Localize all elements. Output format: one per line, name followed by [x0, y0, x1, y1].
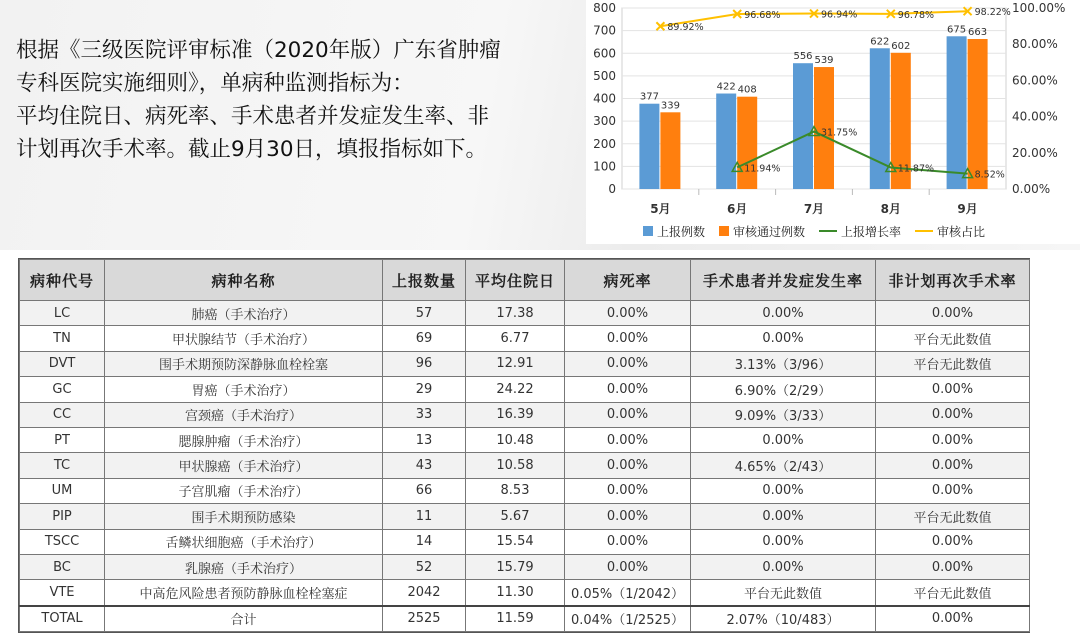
cell-code: GC — [20, 377, 105, 402]
cell-report-count: 66 — [383, 478, 466, 503]
cell-avg-stay: 11.59 — [466, 606, 565, 632]
point-value-label: 96.78% — [897, 9, 935, 21]
left-tick-label: 100 — [593, 159, 616, 174]
intro-text — [16, 34, 576, 166]
bar — [639, 104, 659, 189]
intro-line: 根据《三级医院评审标准（2020年版）广东省肿瘤 — [16, 38, 501, 63]
table-row — [20, 529, 1030, 554]
cell-code: TSCC — [20, 529, 105, 554]
table-row — [20, 402, 1030, 427]
cell-report-count: 14 — [383, 529, 466, 554]
cell-avg-stay: 8.53 — [466, 478, 565, 503]
point-value-label: 8.52% — [974, 169, 1005, 181]
cell-mortality: 0.00% — [565, 504, 691, 529]
cell-disease-name: 胃癌（手术治疗） — [105, 377, 383, 402]
point-value-label: 11.87% — [897, 163, 935, 175]
legend-label: 上报例数 — [657, 224, 706, 239]
bar-value-label: 539 — [814, 55, 834, 67]
cell-mortality: 0.00% — [565, 326, 691, 351]
left-tick-label: 700 — [593, 23, 616, 38]
cell-report-count: 2525 — [383, 606, 466, 632]
cell-report-count: 2042 — [383, 580, 466, 606]
table-row — [20, 301, 1030, 326]
cell-mortality: 0.00% — [565, 554, 691, 579]
point-value-label: 96.94% — [821, 9, 858, 21]
table-row — [20, 427, 1030, 452]
cell-complication-rate: 0.00% — [691, 529, 876, 554]
category-label: 5月 — [650, 202, 671, 216]
cell-avg-stay: 15.54 — [466, 529, 565, 554]
cell-code: BC — [20, 554, 105, 579]
cell-complication-rate: 9.09%（3/33） — [691, 402, 876, 427]
bar-value-label: 622 — [870, 36, 890, 48]
legend-swatch — [643, 226, 653, 236]
left-tick-label: 600 — [593, 46, 616, 61]
category-label: 7月 — [803, 202, 825, 216]
cell-disease-name: 乳腺癌（手术治疗） — [105, 554, 383, 579]
cell-disease-name: 甲状腺癌（手术治疗） — [105, 453, 383, 478]
bar — [947, 36, 967, 189]
cell-code: TOTAL — [20, 606, 105, 632]
cell-disease-name: 舌鳞状细胞癌（手术治疗） — [105, 529, 383, 554]
table-row — [20, 326, 1030, 351]
cell-complication-rate: 0.00% — [691, 301, 876, 326]
cell-code: VTE — [20, 580, 105, 606]
right-tick-label: 100.00% — [1012, 1, 1066, 15]
point-value-label: 31.75% — [821, 127, 858, 139]
cell-report-count: 52 — [383, 554, 466, 579]
cell-report-count: 13 — [383, 427, 466, 452]
table-row — [20, 478, 1030, 503]
cell-reoperation-rate: 平台无此数值 — [876, 580, 1030, 606]
cell-reoperation-rate: 0.00% — [876, 554, 1030, 579]
cell-avg-stay: 11.30 — [466, 580, 565, 606]
bar — [737, 97, 757, 189]
cell-disease-name: 围手术期预防深静脉血栓栓塞 — [105, 351, 383, 376]
cell-avg-stay: 10.48 — [466, 427, 565, 452]
left-tick-label: 200 — [593, 136, 616, 151]
cell-complication-rate: 0.00% — [691, 478, 876, 503]
cell-mortality: 0.00% — [565, 453, 691, 478]
legend-label: 审核占比 — [937, 224, 986, 239]
cell-report-count: 29 — [383, 377, 466, 402]
cell-mortality: 0.00% — [565, 402, 691, 427]
cell-code: CC — [20, 402, 105, 427]
point-value-label: 11.94% — [744, 163, 781, 175]
cell-report-count: 69 — [383, 326, 466, 351]
category-label: 9月 — [957, 202, 978, 216]
header-mortality: 病死率 — [565, 260, 691, 301]
table-row — [20, 504, 1030, 529]
point-value-label: 98.22% — [974, 7, 1011, 19]
indicator-table — [19, 259, 1030, 632]
intro-line: 专科医院实施细则》，单病种监测指标为： — [16, 71, 414, 96]
cell-mortality: 0.00% — [565, 301, 691, 326]
left-tick-label: 800 — [593, 1, 616, 15]
cell-complication-rate: 0.00% — [691, 326, 876, 351]
cell-mortality: 0.00% — [565, 427, 691, 452]
cell-mortality: 0.04%（1/2525） — [565, 606, 691, 632]
legend-item — [643, 223, 705, 240]
legend-label: 上报增长率 — [841, 224, 902, 239]
cell-mortality: 0.05%（1/2042） — [565, 580, 691, 606]
bar — [660, 112, 680, 189]
chart-legend — [643, 223, 1080, 239]
cell-disease-name: 合计 — [105, 606, 383, 632]
right-tick-label: 20.00% — [1012, 145, 1058, 160]
cell-mortality: 0.00% — [565, 377, 691, 402]
cell-disease-name: 甲状腺结节（手术治疗） — [105, 326, 383, 351]
cell-disease-name: 宫颈癌（手术治疗） — [105, 402, 383, 427]
right-tick-label: 0.00% — [1012, 182, 1051, 196]
cell-code: UM — [20, 478, 105, 503]
cell-reoperation-rate: 0.00% — [876, 453, 1030, 478]
cell-avg-stay: 15.79 — [466, 554, 565, 579]
cell-reoperation-rate: 平台无此数值 — [876, 351, 1030, 376]
bar-value-label: 339 — [660, 100, 680, 112]
cell-reoperation-rate: 平台无此数值 — [876, 326, 1030, 351]
cell-disease-name: 围手术期预防感染 — [105, 504, 383, 529]
cell-avg-stay: 10.58 — [466, 453, 565, 478]
legend-swatch — [719, 226, 729, 236]
cell-code: PIP — [20, 504, 105, 529]
cell-code: DVT — [20, 351, 105, 376]
bar — [870, 48, 890, 189]
cell-disease-name: 子宫肌瘤（手术治疗） — [105, 478, 383, 503]
point-value-label: 96.68% — [744, 10, 781, 22]
table-total-row — [20, 606, 1030, 632]
cell-reoperation-rate: 0.00% — [876, 606, 1030, 632]
header-report-count: 上报数量 — [383, 260, 466, 301]
cell-avg-stay: 24.22 — [466, 377, 565, 402]
header-complication-rate: 手术患者并发症发生率 — [691, 260, 876, 301]
left-tick-label: 0 — [608, 182, 616, 196]
cell-disease-name: 肺癌（手术治疗） — [105, 301, 383, 326]
right-tick-label: 80.00% — [1012, 37, 1058, 52]
header-disease-name: 病种名称 — [105, 260, 383, 301]
bar — [716, 94, 736, 189]
cell-reoperation-rate: 0.00% — [876, 478, 1030, 503]
bar — [968, 39, 988, 189]
cell-disease-name: 腮腺肿瘤（手术治疗） — [105, 427, 383, 452]
cell-avg-stay: 5.67 — [466, 504, 565, 529]
table-row — [20, 580, 1030, 606]
category-label: 6月 — [727, 202, 748, 216]
cell-complication-rate: 平台无此数值 — [691, 580, 876, 606]
cell-complication-rate: 0.00% — [691, 504, 876, 529]
bar-value-label: 602 — [891, 40, 911, 52]
cell-mortality: 0.00% — [565, 351, 691, 376]
monthly-report-chart — [586, 0, 1080, 244]
cell-code: TN — [20, 326, 105, 351]
cell-reoperation-rate: 0.00% — [876, 377, 1030, 402]
cell-complication-rate: 0.00% — [691, 427, 876, 452]
legend-line-swatch — [915, 230, 933, 242]
cell-disease-name: 中高危风险患者预防静脉血栓栓塞症 — [105, 580, 383, 606]
cell-complication-rate: 6.90%（2/29） — [691, 377, 876, 402]
cell-reoperation-rate: 0.00% — [876, 402, 1030, 427]
intro-line: 计划再次手术率。截止9月30日，填报指标如下。 — [16, 137, 488, 162]
header-code: 病种代号 — [20, 260, 105, 301]
cell-code: LC — [20, 301, 105, 326]
indicator-table-wrap — [18, 258, 1030, 633]
bar-value-label: 408 — [737, 84, 757, 96]
bar-value-label: 556 — [793, 51, 813, 63]
cell-avg-stay: 17.38 — [466, 301, 565, 326]
bar — [793, 63, 813, 189]
table-row — [20, 351, 1030, 376]
legend-item — [819, 223, 901, 240]
legend-line-swatch — [819, 230, 837, 242]
bar-value-label: 422 — [716, 81, 736, 93]
left-tick-label: 400 — [593, 91, 616, 106]
legend-item — [719, 223, 805, 240]
cell-report-count: 96 — [383, 351, 466, 376]
cell-reoperation-rate: 0.00% — [876, 529, 1030, 554]
cell-reoperation-rate: 0.00% — [876, 301, 1030, 326]
bar-value-label: 675 — [947, 24, 967, 36]
cell-report-count: 33 — [383, 402, 466, 427]
cell-complication-rate: 0.00% — [691, 554, 876, 579]
cell-report-count: 57 — [383, 301, 466, 326]
cell-complication-rate: 4.65%（2/43） — [691, 453, 876, 478]
chart-svg — [586, 0, 1080, 222]
cell-reoperation-rate: 0.00% — [876, 427, 1030, 452]
cell-complication-rate: 3.13%（3/96） — [691, 351, 876, 376]
cell-mortality: 0.00% — [565, 529, 691, 554]
cell-avg-stay: 16.39 — [466, 402, 565, 427]
left-tick-label: 500 — [593, 68, 616, 83]
cell-report-count: 43 — [383, 453, 466, 478]
cell-reoperation-rate: 平台无此数值 — [876, 504, 1030, 529]
right-tick-label: 40.00% — [1012, 109, 1058, 124]
cell-code: TC — [20, 453, 105, 478]
bar-value-label: 377 — [639, 91, 659, 103]
cell-complication-rate: 2.07%（10/483） — [691, 606, 876, 632]
legend-item — [915, 223, 985, 240]
table-row — [20, 453, 1030, 478]
cell-report-count: 11 — [383, 504, 466, 529]
right-tick-label: 60.00% — [1012, 73, 1058, 88]
legend-label: 审核通过例数 — [733, 224, 806, 239]
header-avg-stay: 平均住院日 — [466, 260, 565, 301]
category-label: 8月 — [880, 202, 901, 216]
table-header-row — [20, 260, 1030, 301]
cell-mortality: 0.00% — [565, 478, 691, 503]
cell-code: PT — [20, 427, 105, 452]
bar-value-label: 663 — [968, 26, 988, 38]
left-tick-label: 300 — [593, 114, 616, 129]
table-row — [20, 554, 1030, 579]
point-value-label: 89.92% — [667, 22, 704, 34]
table-row — [20, 377, 1030, 402]
cell-avg-stay: 6.77 — [466, 326, 565, 351]
header-reoperation-rate: 非计划再次手术率 — [876, 260, 1030, 301]
intro-line: 平均住院日、病死率、手术患者并发症发生率、非 — [16, 104, 490, 129]
cell-avg-stay: 12.91 — [466, 351, 565, 376]
